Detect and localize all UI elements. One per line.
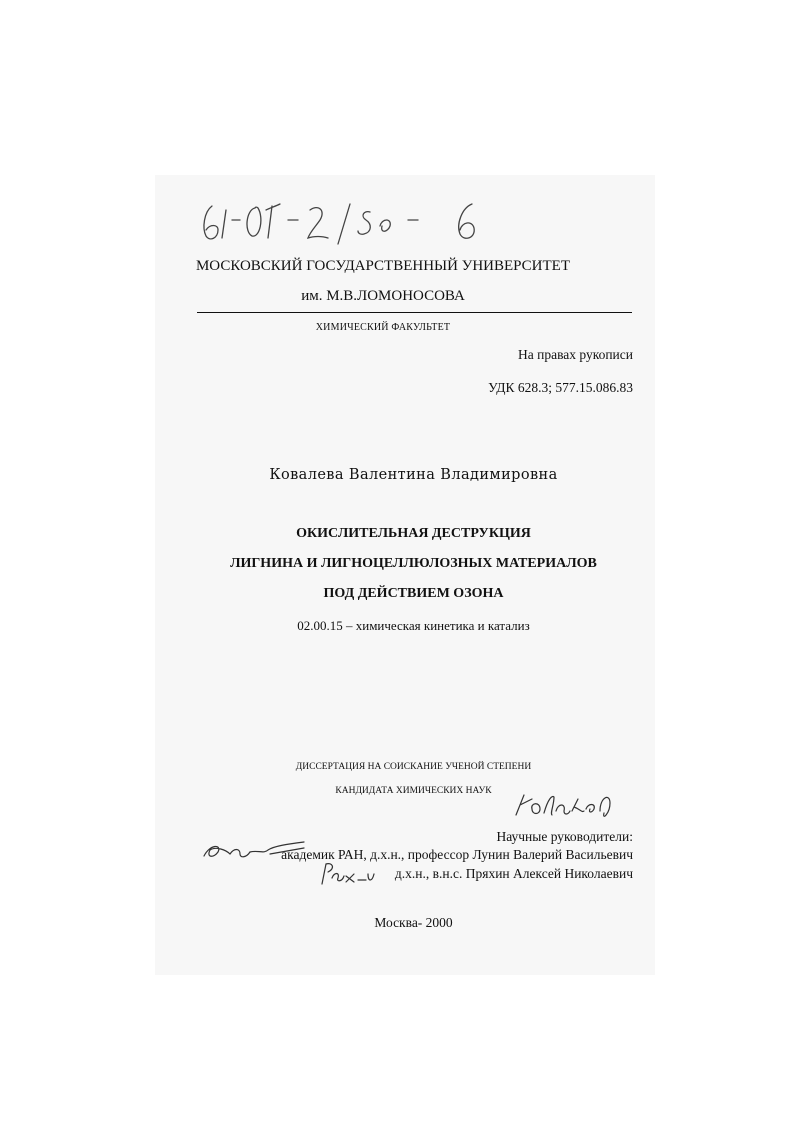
specialty-code: 02.00.15 – химическая кинетика и катализ [297,618,530,633]
author-signature [510,785,620,825]
degree-line-1: ДИССЕРТАЦИЯ НА СОИСКАНИЕ УЧЕНОЙ СТЕПЕНИ [295,762,532,772]
thesis-title-line-2: ЛИГНИНА И ЛИГНОЦЕЛЛЮЛОЗНЫХ МАТЕРИАЛОВ [230,556,597,571]
thesis-title-line-1: ОКИСЛИТЕЛЬНАЯ ДЕСТРУКЦИЯ [296,526,531,541]
manuscript-rights: На правах рукописи [517,347,633,362]
city-year: Москва- 2000 [374,915,453,930]
pryakhin-signature [318,860,378,888]
header-divider [197,312,632,313]
supervisor-2: д.х.н., в.н.с. Пряхин Алексей Николаевич [394,866,633,881]
udk-code: УДК 628.3; 577.15.086.83 [488,380,633,395]
thesis-title-line-3: ПОД ДЕЙСТВИЕМ ОЗОНА [323,586,504,601]
handwritten-archive-code [200,198,490,248]
faculty-name: ХИМИЧЕСКИЙ ФАКУЛЬТЕТ [315,322,451,333]
university-name: МОСКОВСКИЙ ГОСУДАРСТВЕННЫЙ УНИВЕРСИТЕТ [195,258,571,274]
supervisors-heading: Научные руководители: [496,829,633,844]
university-honorific: им. М.В.ЛОМОНОСОВА [301,288,465,304]
supervisor-1: академик РАН, д.х.н., профессор Лунин Валерий Васильевич [281,847,633,862]
degree-line-2: КАНДИДАТА ХИМИЧЕСКИХ НАУК [335,786,492,796]
author-name: Ковалева Валентина Владимировна [269,467,558,483]
